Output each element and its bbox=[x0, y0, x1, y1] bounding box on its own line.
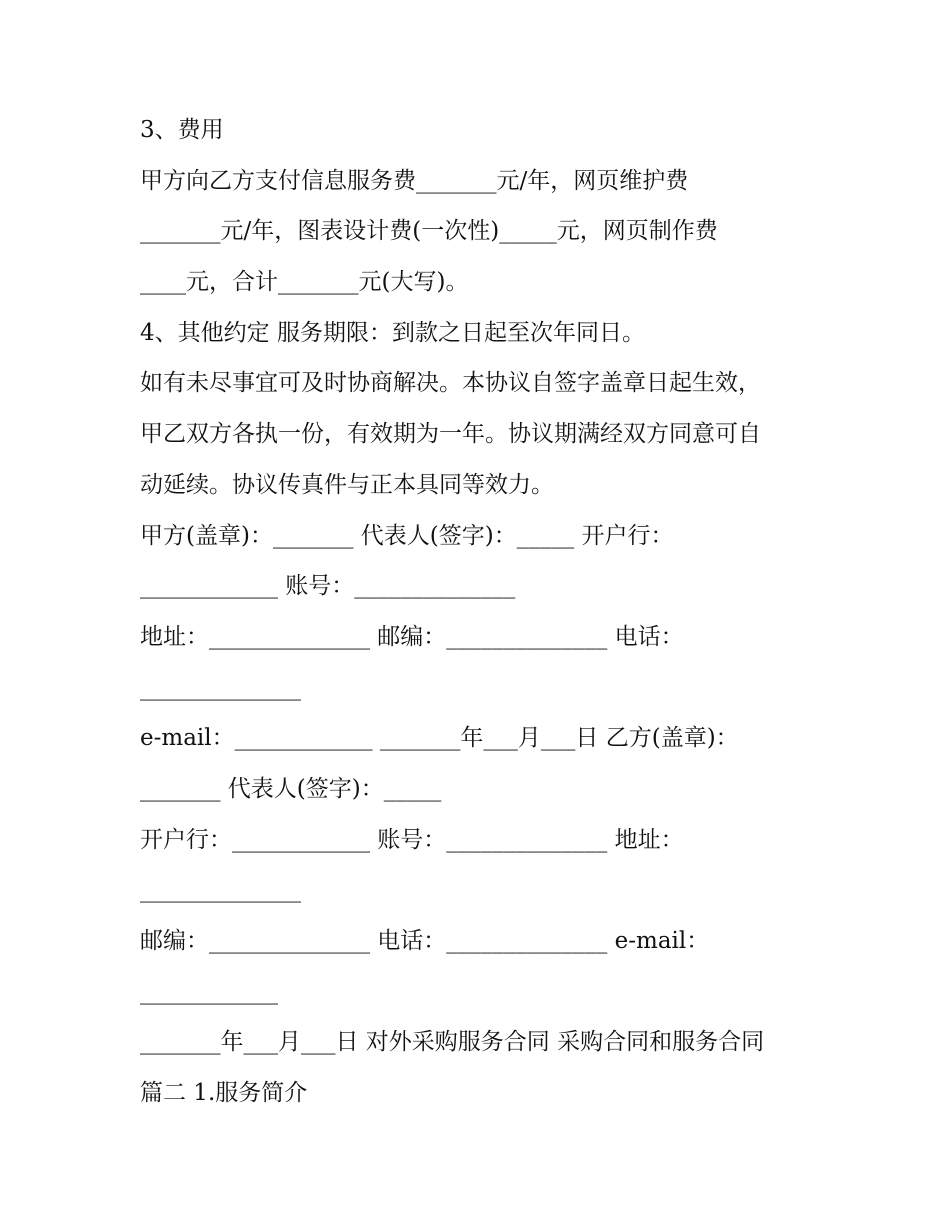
party-b-line: ______________ bbox=[140, 877, 301, 904]
text-line: _______年___月___日 对外采购服务合同 采购合同和服务合同 bbox=[140, 1029, 765, 1056]
text-line: _______元/年，图表设计费(一次性)_____元，网页制作费 bbox=[140, 218, 718, 245]
party-a-line: 地址：______________ 邮编：______________ 电话： bbox=[140, 623, 684, 650]
text-line: 如有未尽事宜可及时协商解决。本协议自签字盖章日起生效， bbox=[140, 370, 761, 397]
party-a-line: ______________ bbox=[140, 674, 301, 701]
contract-text bbox=[140, 105, 830, 1119]
party-a-line: e-mail：____________ _______年___月___日 乙方(盖章)： bbox=[140, 725, 739, 752]
party-a-line: ____________ 账号：______________ bbox=[140, 573, 516, 600]
text-line: 甲方向乙方支付信息服务费_______元/年，网页维护费 bbox=[140, 167, 689, 194]
text-line: ____元，合计_______元(大写)。 bbox=[140, 269, 469, 296]
text-line: 动延续。协议传真件与正本具同等效力。 bbox=[140, 471, 554, 498]
party-b-line: _______ 代表人(签字)：_____ bbox=[140, 775, 442, 802]
text-line: 甲乙双方各执一份，有效期为一年。协议期满经双方同意可自 bbox=[140, 421, 761, 448]
section-heading-fees: 3、费用 bbox=[140, 117, 224, 143]
section-heading-other-terms: 4、其他约定 服务期限：到款之日起至次年同日。 bbox=[140, 319, 645, 346]
party-a-line: 甲方(盖章)：_______ 代表人(签字)：_____ 开户行： bbox=[140, 522, 674, 549]
section-heading-part-two: 篇二 1.服务简介 bbox=[140, 1080, 308, 1107]
party-b-line: 开户行：____________ 账号：______________ 地址： bbox=[140, 826, 684, 853]
party-b-line: ____________ bbox=[140, 978, 278, 1005]
party-b-line: 邮编：______________ 电话：______________ e-mail： bbox=[140, 928, 710, 954]
